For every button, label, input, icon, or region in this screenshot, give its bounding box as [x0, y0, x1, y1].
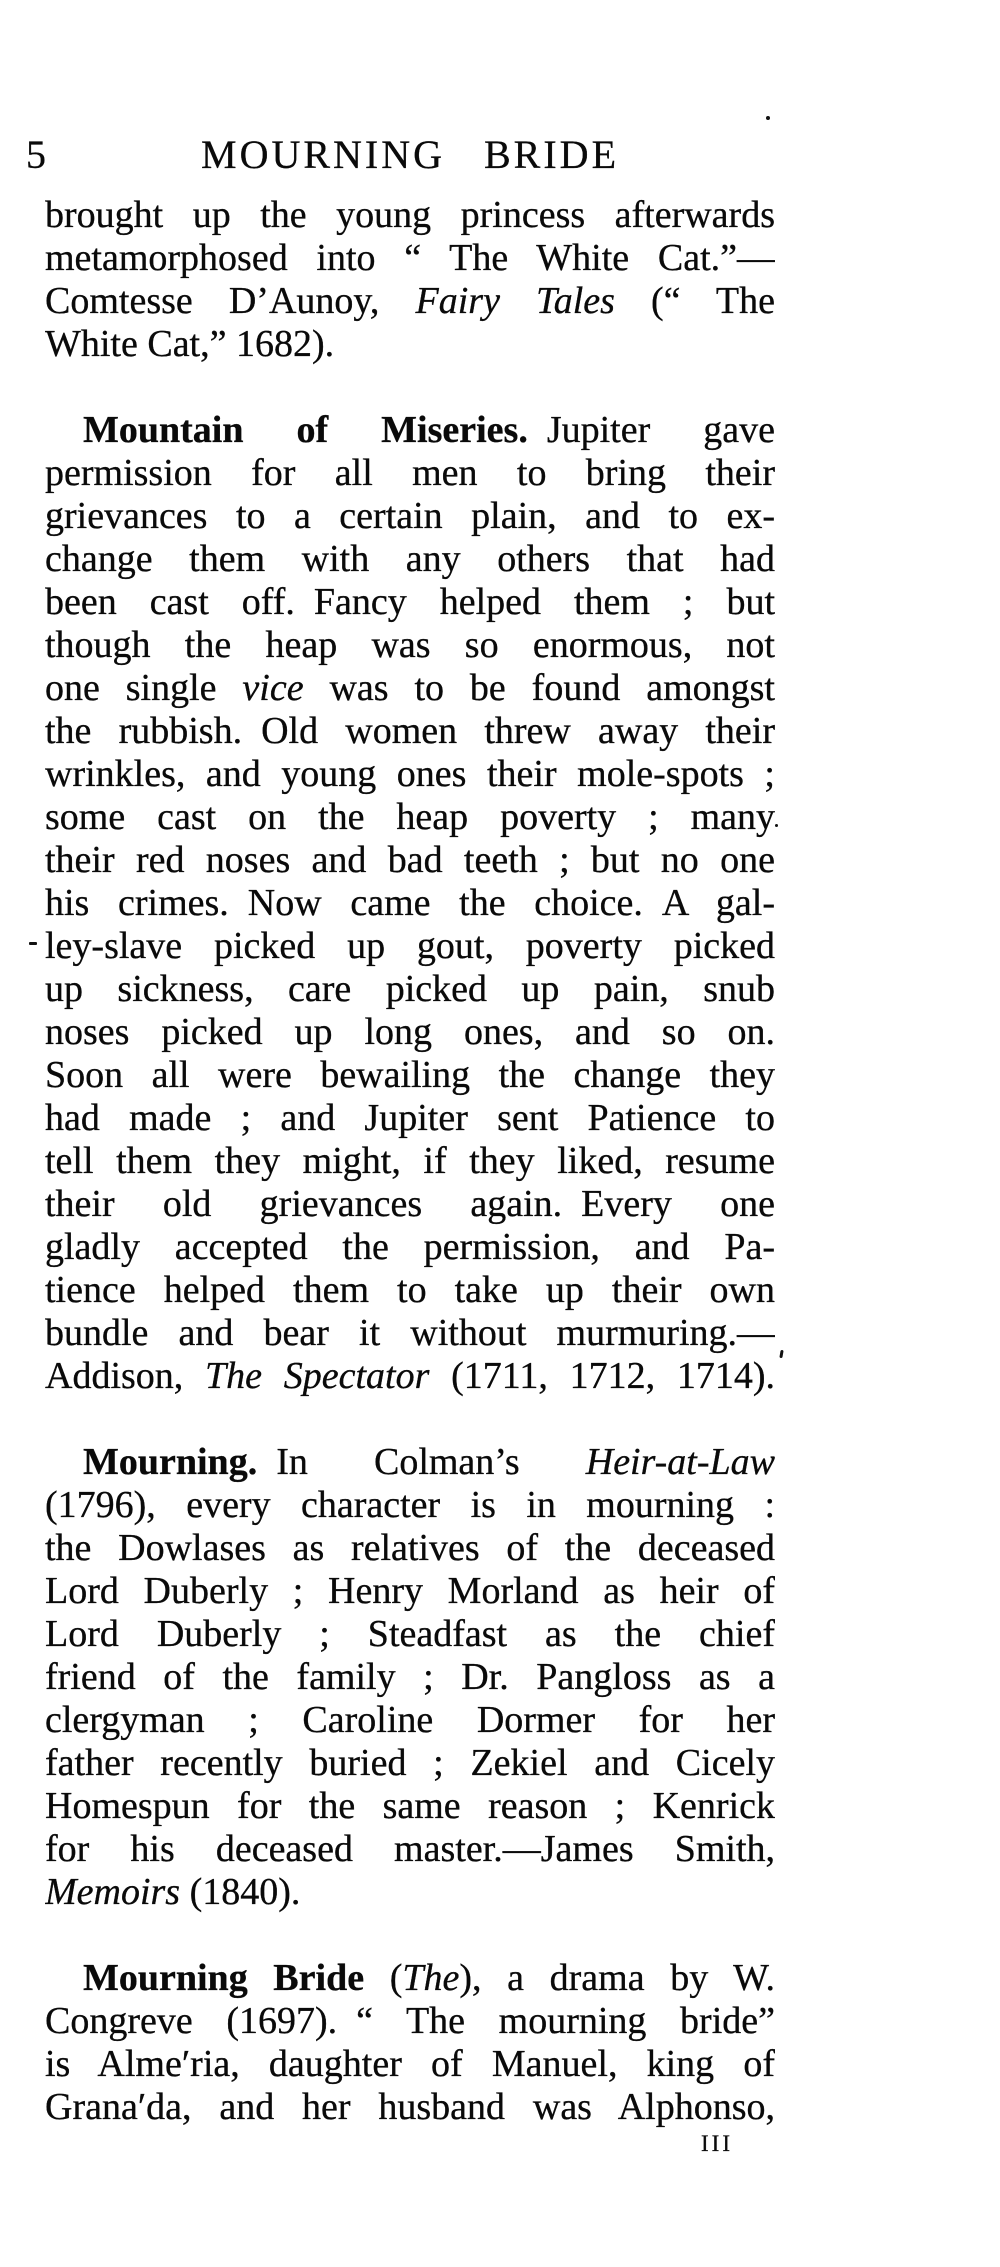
text-line: [45, 452, 775, 495]
text-line: [45, 1355, 775, 1398]
text-line: [45, 1957, 775, 2000]
body-text: their old grievances again. Every one: [45, 1183, 775, 1225]
text-line: [45, 2000, 775, 2043]
body-text: been cast off. Fancy helped them ; but: [45, 581, 775, 623]
scan-speck: [766, 116, 770, 120]
text-line: [45, 280, 775, 323]
running-title: MOURNING BRIDE: [201, 132, 619, 177]
body-text: Addison,: [45, 1355, 206, 1397]
body-text: the Dowlases as relatives of the deceased: [45, 1527, 775, 1569]
italic-text: The Spectator: [205, 1355, 430, 1397]
italic-text: Fairy Tales: [415, 280, 615, 322]
text-line: [45, 1011, 775, 1054]
text-line: [45, 495, 775, 538]
body-text: ley-slave picked up gout, poverty picked: [45, 925, 775, 967]
text-line: [45, 1828, 775, 1871]
text-line: [45, 2086, 775, 2129]
text-line: [45, 1484, 775, 1527]
body-text: bundle and bear it without murmuring.—: [45, 1312, 775, 1354]
entry-headword: Mountain of Miseries.: [83, 409, 528, 451]
body-text: had made ; and Jupiter sent Patience to: [45, 1097, 775, 1139]
paragraph: [45, 194, 775, 366]
body-text: gladly accepted the permission, and Pa-: [45, 1226, 775, 1268]
italic-text: Heir-at-Law: [585, 1441, 775, 1483]
paragraph: [45, 1441, 775, 1914]
body-text: ), a drama by W.: [459, 1957, 775, 1999]
body-text: noses picked up long ones, and so on.: [45, 1011, 775, 1053]
body-text: grievances to a certain plain, and to ex-: [45, 495, 775, 537]
body-text: change them with any others that had: [45, 538, 775, 580]
body-text: White Cat,” 1682).: [45, 323, 335, 365]
text-line: [45, 882, 775, 925]
paragraph: [45, 409, 775, 1398]
body-text: Grana′da, and her husband was Alphonso,: [45, 2086, 775, 2128]
body-text: permission for all men to bring their: [45, 452, 775, 494]
page-number: 5: [26, 132, 46, 177]
body-text: (1796), every character is in mourning :: [45, 1484, 775, 1526]
text-line: [45, 409, 775, 452]
body-text: wrinkles, and young ones their mole-spots ;: [45, 753, 775, 795]
scan-speck: [779, 1350, 783, 1358]
body-text: father recently buried ; Zekiel and Cicely: [45, 1742, 775, 1784]
text-line: [45, 1054, 775, 1097]
body-text: Congreve (1697). “ The mourning bride”: [45, 2000, 775, 2042]
text-line: [45, 2043, 775, 2086]
text-line: [45, 839, 775, 882]
text-line: [45, 925, 775, 968]
body-text: Jupiter gave: [527, 409, 775, 451]
text-line: [45, 796, 775, 839]
text-line: [45, 1613, 775, 1656]
body-text: was to be found amongst: [303, 667, 775, 709]
text-line: [45, 538, 775, 581]
body-text: tience helped them to take up their own: [45, 1269, 775, 1311]
body-text: Soon all were bewailing the change they: [45, 1054, 775, 1096]
scan-speck: [775, 824, 778, 827]
text-line: [45, 1570, 775, 1613]
scan-speck: [29, 942, 37, 945]
text-line: [45, 1785, 775, 1828]
body-text: for his deceased master.—James Smith,: [45, 1828, 775, 1870]
body-text: Comtesse D’Aunoy,: [45, 280, 416, 322]
body-text: metamorphosed into “ The White Cat.”—: [45, 237, 775, 279]
text-line: [45, 1742, 775, 1785]
text-line: [45, 1527, 775, 1570]
body-text: one single: [45, 667, 243, 709]
italic-text: vice: [242, 667, 304, 709]
body-text: is Alme′ria, daughter of Manuel, king of: [45, 2043, 775, 2085]
italic-text: Memoirs: [45, 1871, 181, 1913]
text-line: [45, 624, 775, 667]
signature-mark: III: [701, 2131, 733, 2156]
text-line: [45, 194, 775, 237]
entry-headword: Mourning Bride: [83, 1957, 365, 1999]
body-text: Lord Duberly ; Henry Morland as heir of: [45, 1570, 775, 1612]
page-body: [45, 194, 775, 2129]
body-text: clergyman ; Caroline Dormer for her: [45, 1699, 775, 1741]
body-text: In Colman’s: [257, 1441, 586, 1483]
body-text: Lord Duberly ; Steadfast as the chief: [45, 1613, 775, 1655]
text-line: [45, 323, 775, 366]
italic-text: The: [402, 1957, 460, 1999]
text-line: [45, 753, 775, 796]
body-text: up sickness, care picked up pain, snub: [45, 968, 775, 1010]
body-text: some cast on the heap poverty ; many: [45, 796, 775, 838]
body-text: Homespun for the same reason ; Kenrick: [45, 1785, 775, 1827]
text-line: [45, 1312, 775, 1355]
text-line: [45, 1097, 775, 1140]
text-line: [45, 968, 775, 1011]
text-line: [45, 581, 775, 624]
body-text: (1840).: [180, 1871, 301, 1913]
body-text: their red noses and bad teeth ; but no one: [45, 839, 775, 881]
body-text: his crimes. Now came the choice. A gal-: [45, 882, 775, 924]
text-line: [45, 667, 775, 710]
text-line: [45, 1656, 775, 1699]
body-text: (“ The: [614, 280, 775, 322]
text-line: [45, 710, 775, 753]
body-text: though the heap was so enormous, not: [45, 624, 775, 666]
paragraph: [45, 1957, 775, 2129]
body-text: (1711, 1712, 1714).: [429, 1355, 775, 1397]
text-line: [45, 1871, 775, 1914]
text-line: [45, 1441, 775, 1484]
body-text: tell them they might, if they liked, resume: [45, 1140, 775, 1182]
entry-headword: Mourning.: [83, 1441, 258, 1483]
text-line: [45, 1226, 775, 1269]
body-text: friend of the family ; Dr. Pangloss as a: [45, 1656, 775, 1698]
text-line: [45, 1699, 775, 1742]
text-line: [45, 1140, 775, 1183]
body-text: (: [364, 1957, 403, 1999]
running-title-wrap: [45, 133, 775, 177]
body-text: the rubbish. Old women threw away their: [45, 710, 775, 752]
text-line: [45, 237, 775, 280]
text-line: [45, 1269, 775, 1312]
body-text: brought up the young princess afterwards: [45, 194, 775, 236]
text-line: [45, 1183, 775, 1226]
